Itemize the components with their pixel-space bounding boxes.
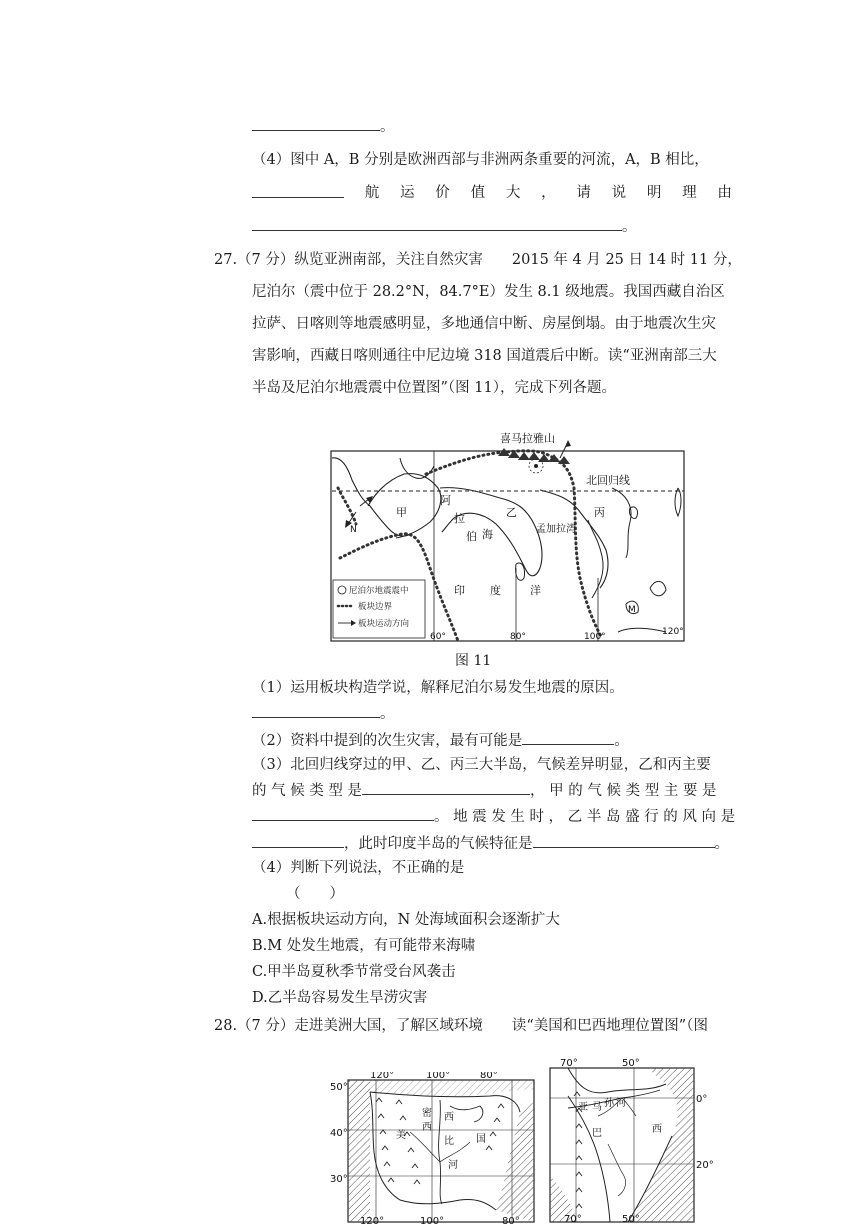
usa-lat-30: 30° xyxy=(330,1174,348,1185)
brazil-label-xi: 西 xyxy=(652,1124,662,1135)
option-d: D.乙半岛容易发生旱涝灾害 xyxy=(252,990,428,1006)
answer-blank[interactable] xyxy=(252,216,622,231)
punct: 。 xyxy=(380,119,395,135)
char: 值 xyxy=(470,185,486,201)
usa-lon-bottom-80: 80° xyxy=(502,1216,520,1224)
usa-label-mei: 美 xyxy=(396,1130,406,1141)
label-lon80: 80° xyxy=(510,632,526,642)
label-himalaya: 喜马拉雅山 xyxy=(500,432,555,445)
label-arabian-1: 阿 xyxy=(440,494,451,507)
brazil-label-ya: 亚 xyxy=(578,1102,588,1113)
usa-lon-bottom-120: 120° xyxy=(360,1216,385,1224)
char: ， xyxy=(541,185,556,201)
answer-blank[interactable] xyxy=(252,116,380,131)
usa-lat-40: 40° xyxy=(330,1128,348,1139)
label-tropic: 北回归线 xyxy=(586,474,630,487)
q27-line-4: 害影响，西藏日喀则通往中尼边境 318 国道震后中断。读“亚洲南部三大 xyxy=(252,348,717,364)
q27-sub3-line4 xyxy=(252,833,729,854)
char: 运 xyxy=(400,185,415,201)
usa-label-mi: 密 xyxy=(422,1108,432,1119)
label-indian-3: 洋 xyxy=(530,584,541,597)
label-bing: 丙 xyxy=(594,506,605,519)
brazil-lat-0: 0° xyxy=(696,1094,708,1105)
figure-11-map xyxy=(330,428,686,648)
label-arabian-4: 海 xyxy=(482,528,493,541)
q27-sub4-paren: （ ） xyxy=(286,886,344,902)
label-lon120: 120° xyxy=(662,627,684,637)
label-bay-of-bengal: 孟加拉湾 xyxy=(536,524,576,535)
brazil-lon-top-70: 70° xyxy=(560,1058,578,1069)
q28-line-1: 28.（7 分）走进美洲大国，了解区域环境 读“美国和巴西地理位置图”（图 xyxy=(214,1018,708,1034)
usa-lon-top-120: 120° xyxy=(370,1072,395,1081)
q3-text-c: 。 地 震 发 生 时 ， 乙 半 岛 盛 行 的 风 向 是 xyxy=(434,809,736,825)
brazil-map xyxy=(548,1056,714,1228)
q27-sub3-line3 xyxy=(252,806,735,827)
legend-plate-motion: 板块运动方向 xyxy=(358,619,410,629)
answer-blank[interactable] xyxy=(252,806,434,821)
label-N: N xyxy=(350,525,357,535)
q27-line-2: 尼泊尔（震中位于 28.2°N，84.7°E）发生 8.1 级地震。我国西藏自治区 xyxy=(252,284,725,300)
label-yi: 乙 xyxy=(506,506,517,519)
char: 大 xyxy=(505,185,521,201)
brazil-lon-bottom-70: 70° xyxy=(564,1214,582,1224)
punct: 。 xyxy=(380,706,395,722)
option-a: A.根据板块运动方向，N 处海域面积会逐渐扩大 xyxy=(252,912,560,928)
answer-blank[interactable] xyxy=(533,833,715,848)
char: 理 xyxy=(682,185,697,201)
legend-plate-boundary: 板块边界 xyxy=(358,602,393,612)
answer-blank[interactable] xyxy=(522,730,614,745)
usa-label-bi: 比 xyxy=(444,1136,454,1147)
usa-label-xi2: 西 xyxy=(444,1112,454,1123)
label-indian-2: 度 xyxy=(490,584,501,597)
q26-part4-line2 xyxy=(252,183,732,203)
usa-label-he: 河 xyxy=(448,1160,458,1171)
label-lon100: 100° xyxy=(584,632,606,642)
q26-part4-line3 xyxy=(252,216,637,237)
usa-map xyxy=(330,1072,538,1228)
q27-sub1: （1）运用板块构造学说，解释尼泊尔易发生地震的原因。 xyxy=(252,680,624,696)
label-lon60: 60° xyxy=(430,632,446,642)
option-b: B.M 处发生地震，有可能带来海啸 xyxy=(252,938,476,954)
figure-caption: 图 11 xyxy=(455,653,492,669)
q27-sub3-line1: （3）北回归线穿过的甲、乙、丙三大半岛，气候差异明显，乙和丙主要 xyxy=(252,757,711,773)
brazil-label-ba: 巴 xyxy=(592,1128,602,1139)
label-M: M xyxy=(628,605,636,615)
brazil-label-he: 河 xyxy=(616,1098,626,1109)
usa-lon-top-80: 80° xyxy=(480,1072,498,1081)
usa-lat-50: 50° xyxy=(330,1082,348,1093)
brazil-label-ma: 马 xyxy=(592,1102,602,1113)
char: 请 xyxy=(576,185,591,201)
char: 航 xyxy=(364,185,380,201)
brazil-lon-top-50: 50° xyxy=(622,1058,640,1069)
brazil-label-sun: 孙 xyxy=(604,1098,614,1109)
char: 说 xyxy=(611,185,627,201)
punct: 。 xyxy=(614,733,629,749)
q26-part4-line1: （4）图中 A，B 分别是欧洲西部与非洲两条重要的河流，A，B 相比， xyxy=(252,152,709,168)
answer-blank[interactable] xyxy=(252,703,380,718)
legend-epicenter: 尼泊尔地震震中 xyxy=(349,586,409,596)
q3-text-b: ， 甲 的 气 候 类 型 主 要 是 xyxy=(530,783,717,799)
answer-blank[interactable] xyxy=(362,780,530,795)
usa-label-xi1: 西 xyxy=(422,1122,432,1133)
brazil-lat-20: 20° xyxy=(696,1160,714,1171)
char: 明 xyxy=(646,185,662,201)
q27-sub4: （4）判断下列说法，不正确的是 xyxy=(252,860,465,876)
south-asia-map xyxy=(330,428,686,644)
q3-text-a: 的 气 候 类 型 是 xyxy=(252,783,363,799)
brazil-lon-bottom-50: 50° xyxy=(622,1214,640,1224)
q27-line-1: 27.（7 分）纵览亚洲南部，关注自然灾害 2015 年 4 月 25 日 14 时 11 分， xyxy=(214,252,742,268)
char: 价 xyxy=(435,185,450,201)
q27-line-3: 拉萨、日喀则等地震感明显，多地通信中断、房屋倒塌。由于地震次生灾 xyxy=(252,316,716,332)
brazil-map-svg xyxy=(548,1056,714,1224)
usa-lon-top-100: 100° xyxy=(426,1072,451,1081)
option-c: C.甲半岛夏秋季节常受台风袭击 xyxy=(252,964,456,980)
usa-lon-bottom-100: 100° xyxy=(420,1216,445,1224)
q27-sub3-line2 xyxy=(252,780,717,801)
answer-blank[interactable] xyxy=(252,833,344,848)
char: 由 xyxy=(717,185,732,201)
q27-sub2 xyxy=(252,730,629,751)
answer-blank[interactable] xyxy=(252,183,344,198)
q3-text-d: ，此时印度半岛的气候特征是 xyxy=(344,836,533,852)
q27-line-5: 半岛及尼泊尔地震震中位置图”（图 11），完成下列各题。 xyxy=(252,380,616,396)
label-indian-1: 印 xyxy=(454,584,465,597)
q2-text: （2）资料中提到的次生灾害，最有可能是 xyxy=(252,733,523,749)
usa-map-svg xyxy=(330,1072,538,1224)
label-arabian-3: 伯 xyxy=(466,530,477,543)
label-arabian-2: 拉 xyxy=(454,512,465,525)
punct: 。 xyxy=(714,836,729,852)
q26-blank-line xyxy=(252,116,395,137)
usa-label-guo: 国 xyxy=(476,1134,486,1145)
q27-sub1-answer xyxy=(252,703,395,724)
punct: 。 xyxy=(622,219,637,235)
label-jia: 甲 xyxy=(396,506,407,519)
